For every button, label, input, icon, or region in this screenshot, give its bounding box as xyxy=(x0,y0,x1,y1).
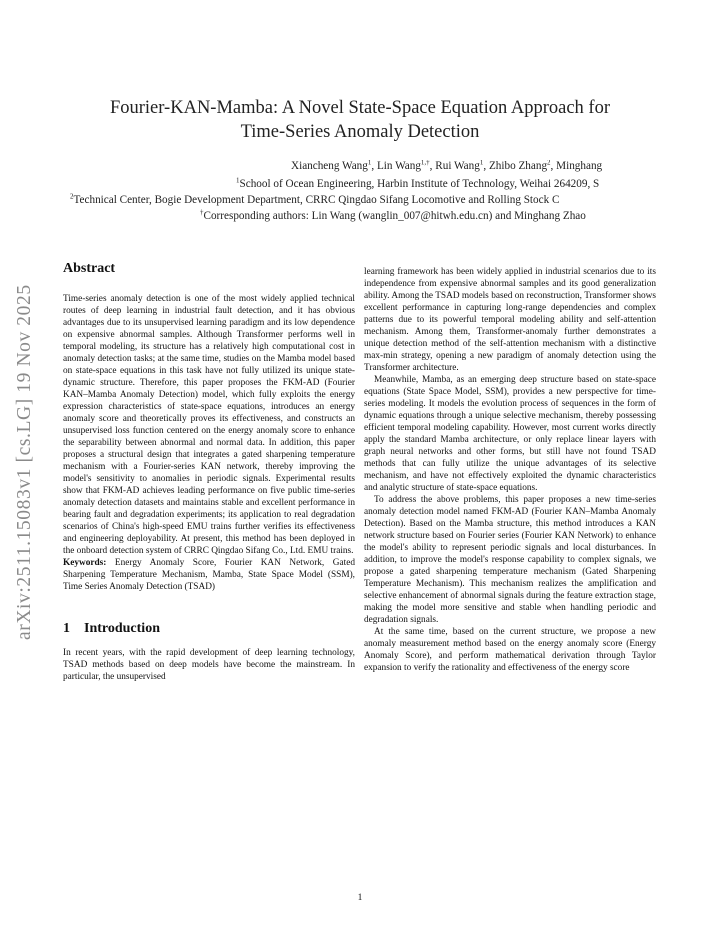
abstract-text: Time-series anomaly detection is one of the most widely applied technical routes of deep learning in industrial fault detection, and it has obvious advantages due to its unsupervised learning paradigm and its low dependence on expensive abnormal samples. Although Transformer performs well in temporal modeling, its structure has a relatively high computational cost in anomaly detection tasks; at the same time, studies on the Mamba model based on state-space equations in this task have not fully utilized its unique state-dynamic structure. Therefore, this paper proposes the FKM-AD (Fourier KAN–Mamba Anomaly Detection) model, which fully exploits the energy expression characteristics of state-space equations, introduces an energy anomaly score and theoretically proves its effectiveness, and constructs an unsupervised loss function centered on the energy anomaly score to enhance the separability between abnormal and normal data. In addition, this paper proposes a structural design that integrates a gated sharpening temperature mechanism with a Fourier-series KAN network, thereby improving the model's sensitivity to anomalies in periodic signals. Experimental results show that FKM-AD achieves leading performance on five public time-series anomaly detection datasets and maintains stable and excellent performance in bearing fault and degradation experiments; its application to real degradation scenarios of China's high-speed EMU trains further verifies its effectiveness and engineering deployability. At present, this method has been deployed in the onboard detection system of CRRC Qingdao Sifang Co., Ltd. EMU trains. xyxy=(63,294,355,556)
introduction-heading xyxy=(63,623,355,635)
keywords-label: Keywords: xyxy=(63,558,107,568)
right-paragraph-2: Meanwhile, Mamba, as an emerging deep structure based on state-space equations (State Space Model, SSM), provides a new perspective for time-series modeling. It models the evolution process of sequences in the form of dynamic equations through a unique selective mechanism, thereby possessing efficient temporal modeling capability. However, most current works directly apply the standard Mamba architecture, or only replace linear layers with graph neural networks and other forms, but still have not found TSAD methods that can fully utilize the unique advantages of its selective mechanism, and have not effectively exploited the dynamic characteristics and analytic structure of state-space equations. xyxy=(364,375,656,493)
affiliation-2: $^2$Technical Center, Bogie Development Department, CRRC Qingdao Sifang Locomotive and Rolling Stock C xyxy=(70,192,560,206)
intro-paragraph-1: In recent years, with the rapid development of deep learning technology, TSAD methods based on deep models have become the mainstream. In particular, the unsupervised xyxy=(63,648,355,682)
right-column xyxy=(364,266,656,674)
paper-title xyxy=(0,96,720,144)
keywords xyxy=(63,557,355,593)
page-number: 1 xyxy=(357,893,363,903)
title-line-2: Time-Series Anomaly Detection xyxy=(240,122,480,142)
abstract-heading: Abstract xyxy=(63,261,116,276)
section-number: 1 xyxy=(63,621,70,636)
corresponding-authors: †Corresponding authors: Lin Wang (wanglin_007@hitwh.edu.cn) and Minghang Zhao xyxy=(200,208,586,222)
arxiv-watermark: arXiv:2511.15083v1 [cs.LG] 19 Nov 2025 xyxy=(14,284,35,640)
author-block xyxy=(0,160,720,230)
right-paragraph-3: To address the above problems, this paper proposes a new time-series anomaly detection model named FKM-AD (Fourier KAN–Mamba Anomaly Detection). Based on the Mamba structure, this method introduces a KAN network structure based on Fourier series (Fourier KAN Network) to enhance the model's ability to represent periodic signals and local disturbances. In addition, to improve the model's response capability to complex signals, we propose a gated sharpening temperature mechanism (Gated Sharpening Temperature Mechanism). This mechanism realizes the amplification and selective enhancement of abnormal signals during the feature extraction stage, making the model more sensitive and stable when handling periodic and degradation signals. xyxy=(364,495,656,625)
author-list: Xiancheng Wang$^1$, Lin Wang$^{1,\dagger}$, Rui Wang$^1$, Zhibo Zhang$^2$, Minghang xyxy=(291,160,603,172)
title-line-1: Fourier-KAN-Mamba: A Novel State-Space Equation Approach for xyxy=(109,98,611,118)
keywords-text: Energy Anomaly Score, Fourier KAN Network, Gated Sharpening Temperature Mechanism, Mamba, State Space Model (SSM), Time Series Anomaly Detection (TSAD) xyxy=(63,558,355,592)
right-paragraph-4: At the same time, based on the current structure, we propose a new anomaly measurement method based on the energy anomaly score (Energy Anomaly Score), and perform mathematical derivation through Taylor expansion to verify the rationality and effectiveness of the energy score xyxy=(364,627,656,673)
affiliation-1: $^1$School of Ocean Engineering, Harbin Institute of Technology, Weihai 264209, S xyxy=(236,176,600,190)
left-column xyxy=(63,260,355,683)
right-paragraph-1: learning framework has been widely applied in industrial scenarios due to its independence from expensive abnormal samples and its good generalization ability. Among the TSAD models based on reconstruction, Transformer shows excellent performance in capturing long-range dependencies and complex patterns due to its powerful temporal modeling ability and self-attention mechanism. Among them, Transformer-anomaly further demonstrates a unique detection method of the self-attention mechanism with a distinctive max-min strategy, opening a new paradigm of anomaly detection using the Transformer architecture. xyxy=(364,267,656,373)
section-title: Introduction xyxy=(84,621,160,636)
